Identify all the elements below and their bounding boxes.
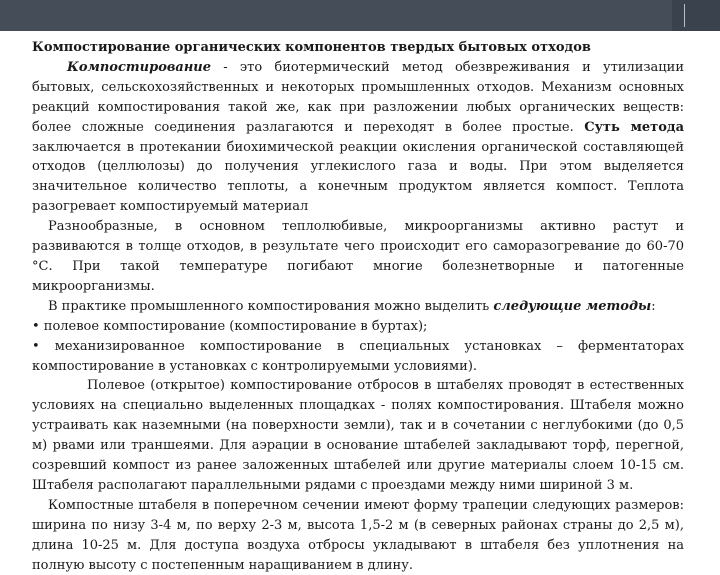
paragraph-pile-dimensions: Компостные штабеля в поперечном сечении имеют форму трапеции следующих размеров: ширина по низу 3-4 м, по верху 2-3 м, высота 1,5-2 м (в северных районах страны до 2,5 м), длина 10-25 м. Для доступа воздуха отбросы укладывают в штабеля без уплотнения на полную высоту с постепенным наращиванием в длину. [32,497,684,573]
document-title: Компостирование органических компонентов твердых бытовых отходов [32,40,591,55]
paragraph-field-composting: Полевое (открытое) компостирование отбросов в штабелях проводят в естественных условиях на специально выделенных площадках - полях компостирования. Штабеля можно устраивать как наземными (на поверхности земли), так и в сочетании с неглубокими (до 0,5 м) рвами или траншеями. Для аэрации в основание штабелей закладывают торф, перегной, созревший компост из ранее заложенных штабелей или другие материалы слоем 10-15 см. Штабеля располагают параллельными рядами с проездами между ними шириной 3 м. [32,378,684,493]
list-item-field-composting: • полевое компостирование (компостирование в буртах); [32,318,428,334]
list-item-mechanized-composting: • механизированное компостирование в специальных установках – ферментаторах компостирование в установках с контролируемыми условиями). [32,338,684,374]
methods-colon: : [651,298,656,314]
paragraph-microorganisms: Разнообразные, в основном теплолюбивые, микроорганизмы активно растут и развиваются в толще отходов, в результате чего происходит его саморазогревание до 60-70 °С. При такой температуре погибают многие болезнетворные и патогенные микроорганизмы. [32,219,684,294]
paragraph-methods-intro [32,297,684,317]
methods-emphasis: следующие методы [493,298,652,314]
methods-intro-text: В практике промышленного компостирования можно выделить [48,298,494,314]
paragraph-definition-text: - это биотермический метод обезвреживания и утилизации бытовых, сельскохозяйственных и некоторых промышленных отходов. Механизм основных реакций компостирования такой же, как при разложении любых органических веществ: более сложные соединения разлагаются и переходят в более простые. [32,59,684,135]
term-composting: Компостирование [67,59,212,75]
paragraph-definition [32,58,684,217]
document-body [32,38,684,575]
header-accent [672,0,720,31]
method-essence-label: Суть метода [584,119,684,135]
paragraph-definition-text-2: заключается в протекании биохимической реакции окисления органической составляющей отходов (целлюлозы) до получения углекислого газа и воды. При этом выделяется значительное количество теплоты, а конечным продуктом является компост. Теплота разогревает компостируемый материал [32,139,684,215]
slide-header-bar [0,0,720,31]
